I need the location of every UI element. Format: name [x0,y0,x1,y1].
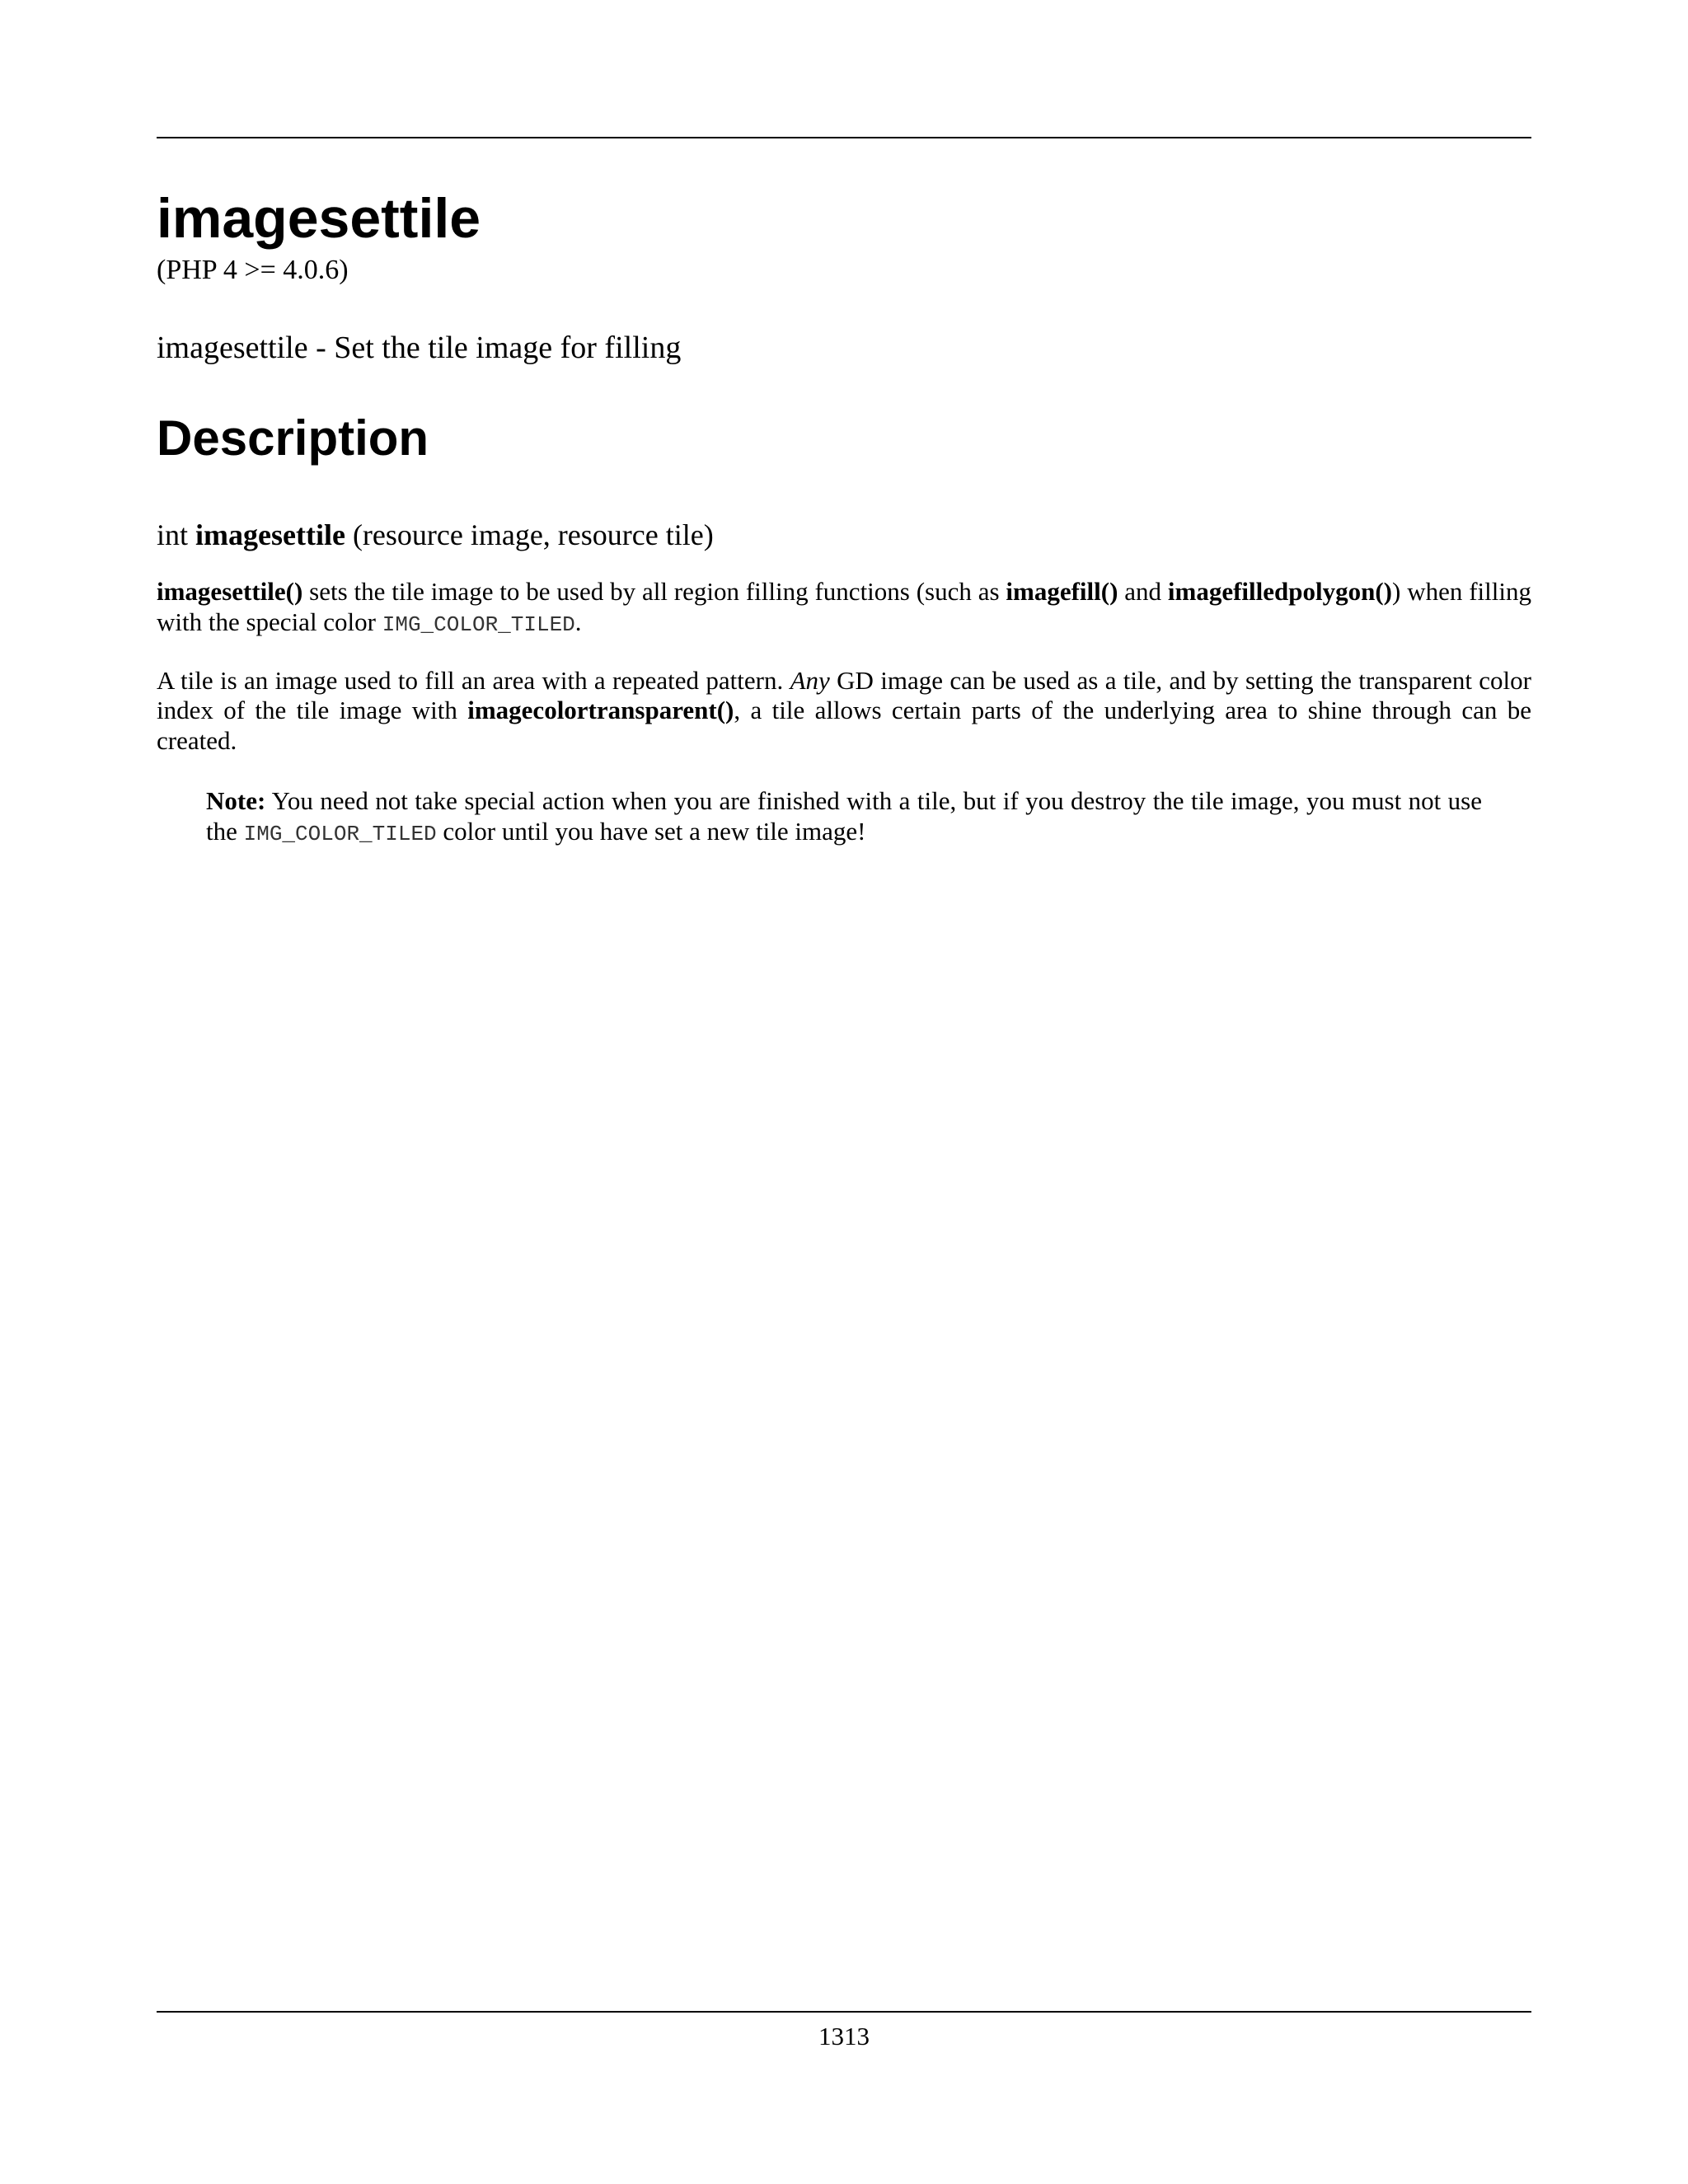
paragraph-text: , a tile allows certain parts of the underlying area to shine through can be created. [157,696,1531,756]
function-title: imagesettile [157,187,481,250]
footer-rule [157,2011,1531,2013]
version-info: (PHP 4 >= 4.0.6) [157,254,349,285]
emphasis-text: Any [790,665,830,695]
note-text: color until you have set a new tile image! [436,817,866,846]
page-content [157,188,1531,847]
paragraph-text: GD image can be used as a tile, and by setting the transparent color index of the tile image with [157,665,1531,725]
function-ref: imagesettile() [157,576,303,606]
function-synopsis [157,517,1531,554]
function-purpose: imagesettile - Set the tile image for filling [157,330,682,366]
constant-img-color-tiled: IMG_COLOR_TILED [243,822,437,847]
note-block [206,786,1482,847]
paragraph-text: and [1118,576,1168,606]
description-heading: Description [157,410,429,466]
description-paragraph-1 [157,577,1531,638]
page-number: 1313 [818,2022,870,2050]
function-link-imagefilledpolygon[interactable]: imagefilledpolygon() [1167,576,1393,606]
paragraph-text: A tile is an image used to fill an area with a repeated pattern. [157,665,790,695]
synopsis-function-name: imagesettile [195,518,345,551]
constant-img-color-tiled: IMG_COLOR_TILED [382,612,575,637]
synopsis-return-type: int [157,518,189,551]
paragraph-text: ) when filling with the special color [157,576,1531,636]
paragraph-text: sets the tile image to be used by all region filling functions (such as [302,576,1006,606]
synopsis-params: (resource image, resource tile) [352,518,714,551]
function-link-imagecolortransparent[interactable]: imagecolortransparent() [467,696,734,725]
description-paragraph-2 [157,666,1531,757]
paragraph-text: . [574,607,582,636]
note-label: Note: [206,786,266,816]
header-rule [157,137,1531,138]
function-link-imagefill[interactable]: imagefill() [1006,576,1118,606]
note-text: You need not take special action when you are finished with a tile, but if you destroy the tile image, you must not use the [206,786,1482,846]
